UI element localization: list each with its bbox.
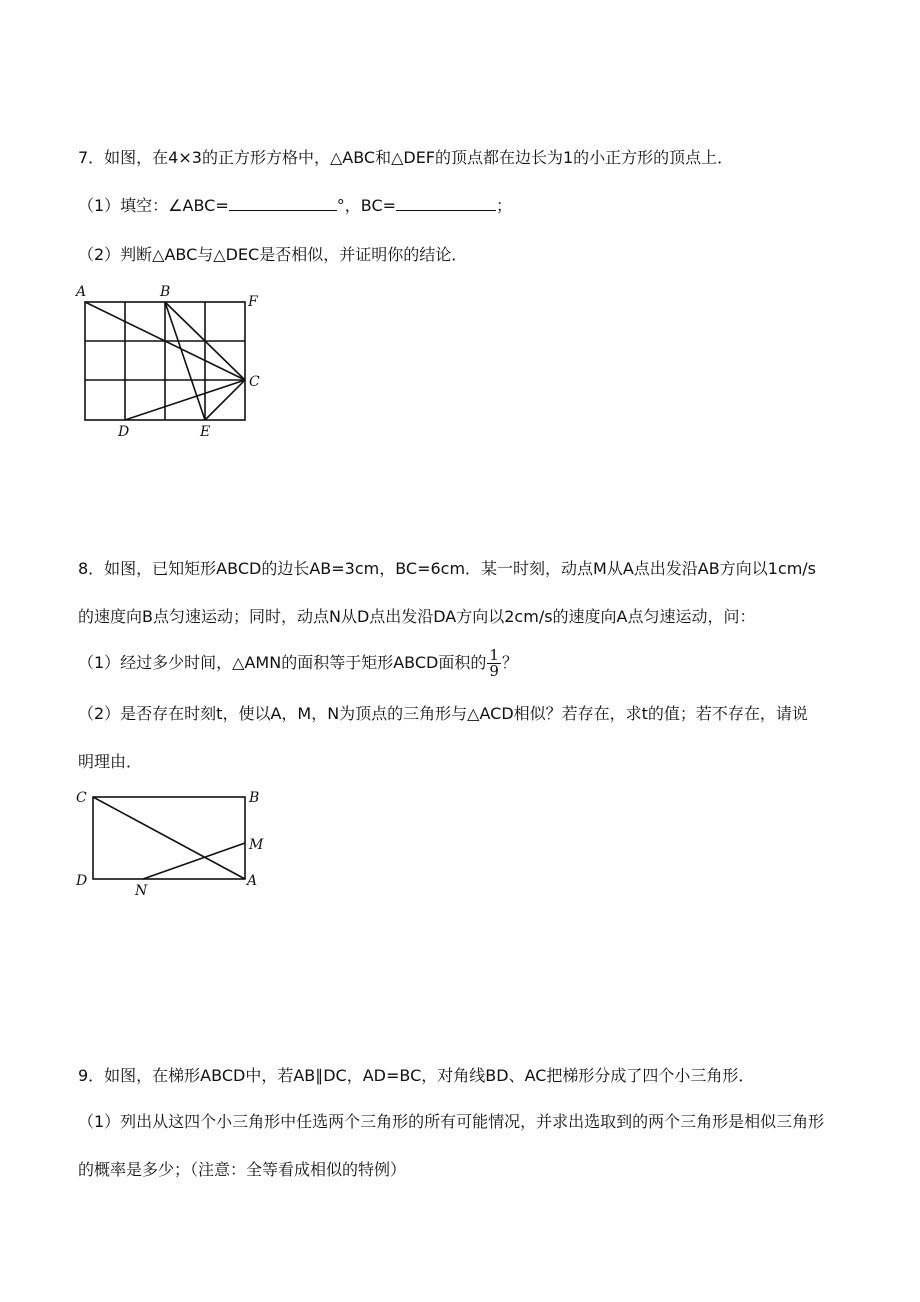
q7-part1-text-c: ； <box>496 196 513 215</box>
label-f: F <box>248 294 258 310</box>
label-b: B <box>249 790 260 806</box>
segment-be <box>165 302 205 420</box>
label-b: B <box>160 284 171 300</box>
segment-dc <box>125 380 245 420</box>
q8-part1-text-a: （1）经过多少时间，△AMN的面积等于矩形ABCD面积的 <box>78 653 487 672</box>
q7-stem: 7．如图，在4×3的正方形方格中，△ABC和△DEF的顶点都在边长为1的小正方形的顶点上． <box>78 148 734 167</box>
label-a: A <box>76 284 87 300</box>
q7-part2: （2）判断△ABC与△DEC是否相似，并证明你的结论． <box>78 245 468 264</box>
q8-part1-text-b: ？ <box>501 653 518 672</box>
q9-part1-line2: 的概率是多少；（注意：全等看成相似的特例） <box>78 1160 407 1179</box>
label-c: C <box>76 790 87 806</box>
label-d: D <box>76 873 88 889</box>
q7-part1-text-a: （1）填空：∠ABC= <box>78 196 229 215</box>
q9-stem: 9．如图，在梯形ABCD中，若AB∥DC，AD=BC，对角线BD、AC把梯形分成了四个小三角形． <box>78 1066 755 1085</box>
q8-line2: 的速度向B点匀速运动；同时，动点N从D点出发沿DA方向以2cm/s的速度向A点匀速运动，问： <box>78 607 756 626</box>
label-d: D <box>118 424 130 440</box>
q8-line1: 8．如图，已知矩形ABCD的边长AB=3cm，BC=6cm．某一时刻，动点M从A点出发沿AB方向以1cm/s <box>78 559 817 578</box>
label-n: N <box>135 883 148 899</box>
q8-part2-line1: （2）是否存在时刻t，使以A，M，N为顶点的三角形与△ACD相似？若存在，求t的值；若不存在，请说 <box>78 704 808 723</box>
label-e: E <box>200 424 211 440</box>
q9-part1-line1: （1）列出从这四个小三角形中任选两个三角形的所有可能情况，并求出选取到的两个三角形是相似三角形 <box>78 1112 825 1131</box>
q8-figure-rectangle <box>70 785 280 900</box>
q8-fraction-num: 1 <box>489 646 499 664</box>
segment-nm <box>143 843 245 879</box>
q8-fraction <box>487 648 501 679</box>
label-m: M <box>249 837 264 853</box>
q8-part1 <box>78 648 518 679</box>
q7-part1-text-b: °，BC= <box>336 196 397 215</box>
q7-angle-blank[interactable] <box>229 196 337 211</box>
label-a: A <box>247 873 258 889</box>
q7-part1 <box>78 194 512 218</box>
q7-figure-grid <box>70 280 270 440</box>
q7-bc-blank[interactable] <box>396 196 496 211</box>
q8-part2-line2: 明理由． <box>78 752 143 771</box>
q8-fraction-den: 9 <box>489 662 499 680</box>
diagonal-ca <box>93 797 245 879</box>
label-c: C <box>249 374 260 390</box>
